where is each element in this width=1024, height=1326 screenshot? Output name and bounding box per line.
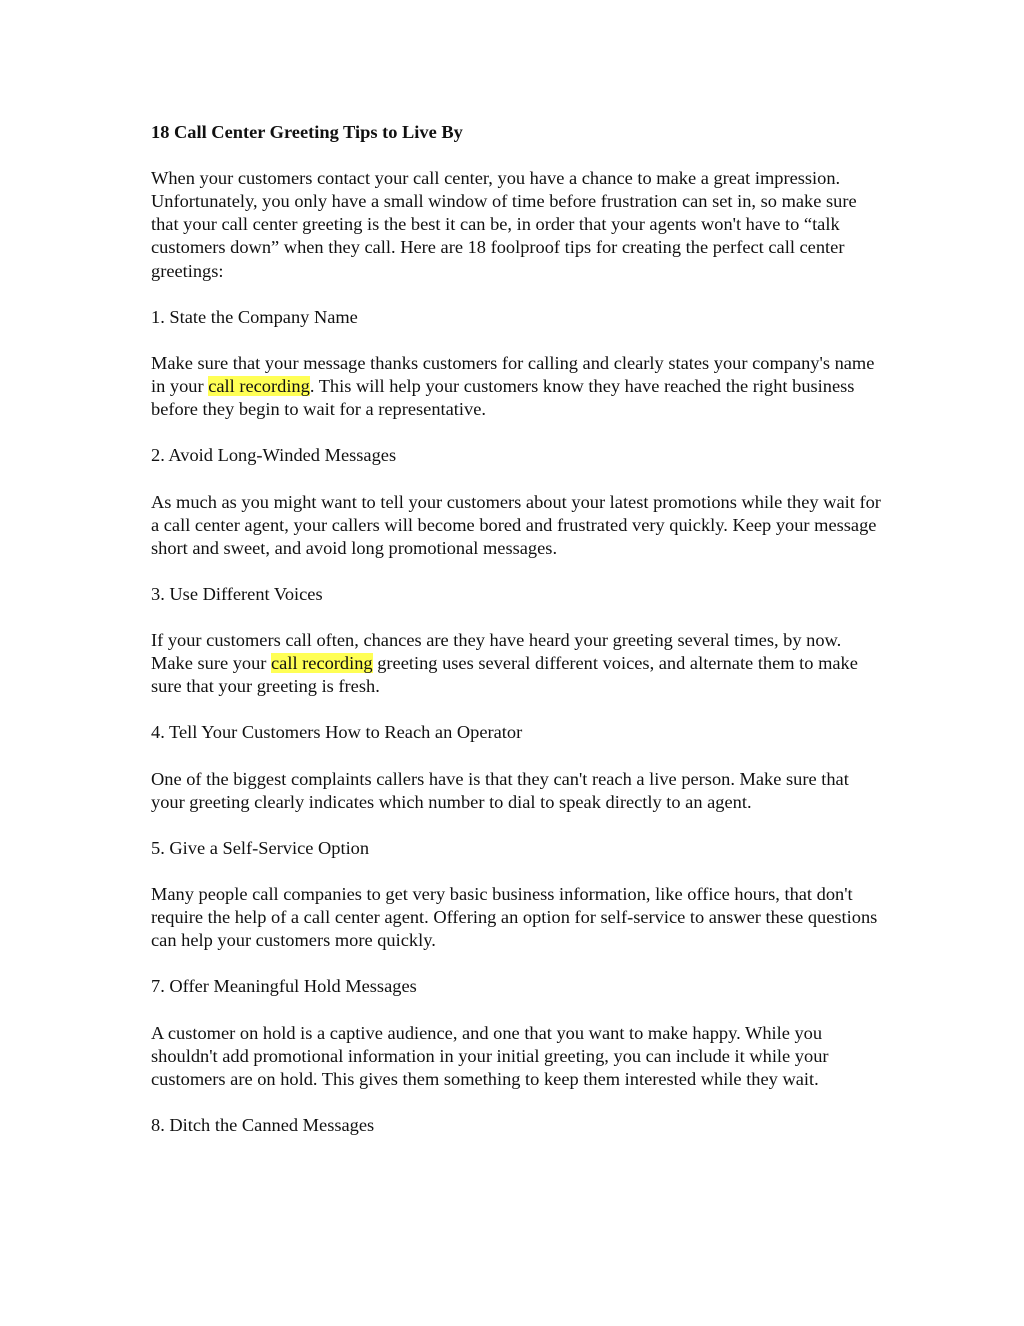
section-heading-3: 3. Use Different Voices [151, 583, 323, 604]
section-body-3-text-before: If your customers call often, chances are they have heard your greeting several times, by now. Make sure your [151, 630, 842, 674]
section-heading-4: 4. Tell Your Customers How to Reach an Operator [151, 722, 523, 743]
section-heading-2: 2. Avoid Long-Winded Messages [151, 445, 397, 466]
section-body-1 [151, 352, 886, 421]
section-body-1-text-after: . This will help your customers know they have reached the right business before they begin to wait for a representative. [151, 376, 855, 420]
section-body-3 [151, 629, 886, 698]
document-page [151, 121, 886, 1160]
section-heading-1: 1. State the Company Name [151, 306, 358, 327]
section-body-1-text-before: Make sure that your message thanks customers for calling and clearly states your company's name in your [151, 352, 875, 397]
section-heading-7: 7. Offer Meaningful Hold Messages [151, 976, 417, 997]
section-body-5: Many people call companies to get very basic business information, like office hours, that don't require the help of a call center agent. Offering an option for self-service to answer these questions can help your customers more quickly. [151, 884, 878, 951]
section-heading-8: 8. Ditch the Canned Messages [151, 1115, 375, 1136]
section-body-7: A customer on hold is a captive audience, and one that you want to make happy. While you shouldn't add promotional information in your initial greeting, you can include it while your customers are on hold. This gives them something to keep them interested while they wait. [151, 1022, 829, 1089]
section-heading-5: 5. Give a Self-Service Option [151, 837, 370, 858]
call-recording-link[interactable]: call recording [271, 653, 373, 674]
section-body-4: One of the biggest complaints callers have is that they can't reach a live person. Make sure that your greeting clearly indicates which number to dial to speak directly to an agent. [151, 768, 849, 812]
document-title: 18 Call Center Greeting Tips to Live By [151, 122, 463, 142]
section-body-3-text-after: greeting uses several different voices, and alternate them to make sure that your greeting is fresh. [151, 653, 858, 697]
call-recording-link[interactable]: call recording [208, 376, 310, 397]
section-body-2: As much as you might want to tell your customers about your latest promotions while they wait for a call center agent, your callers will become bored and frustrated very quickly. Keep your message short and sweet, and avoid long promotional messages. [151, 491, 881, 558]
intro-paragraph: When your customers contact your call center, you have a chance to make a great impression. Unfortunately, you only have a small window of time before frustration can set in, so make sure that your call center greeting is the best it can be, in order that your agents won't have to “talk customers down” when they call. Here are 18 foolproof tips for creating the perfect call center greetings: [151, 168, 857, 281]
